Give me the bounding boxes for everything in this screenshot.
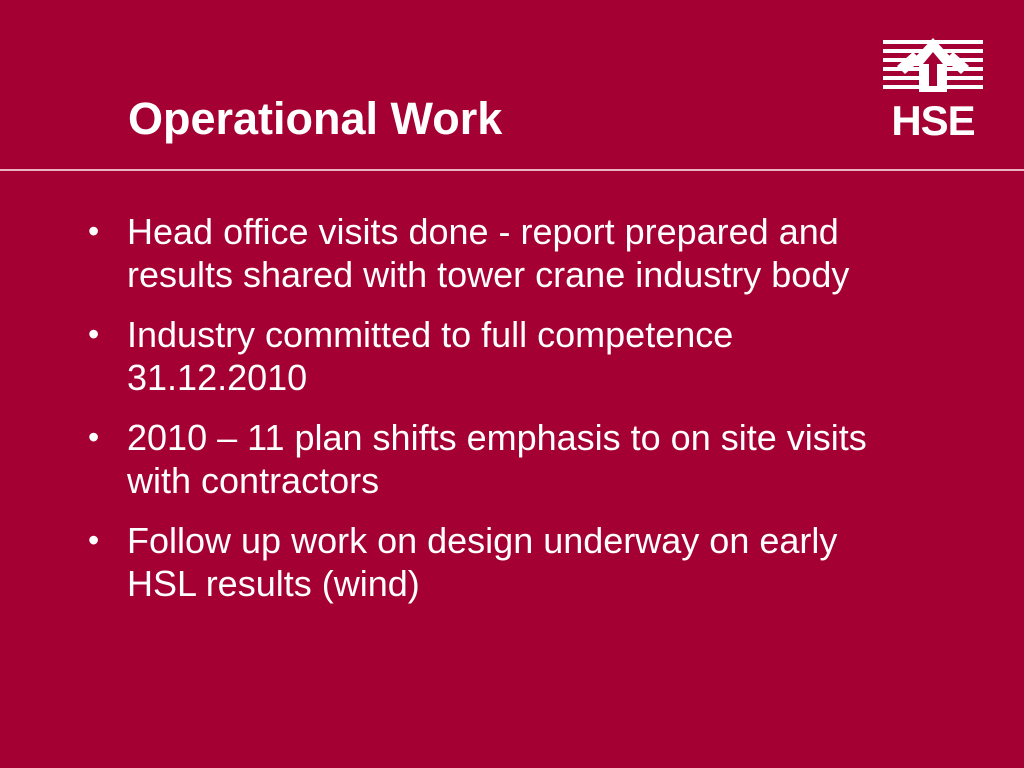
- hse-logo-text: HSE: [891, 97, 975, 138]
- hse-logo: [883, 36, 983, 138]
- title-divider: [0, 169, 1024, 171]
- bullet-icon: •: [88, 213, 100, 249]
- bullet-list: [86, 210, 876, 622]
- bullet-text: 2010 – 11 plan shifts emphasis to on site visits with contractors: [127, 417, 867, 501]
- bullet-item: [86, 313, 876, 399]
- bullet-icon: •: [88, 316, 100, 352]
- bullet-text: Follow up work on design underway on early HSL results (wind): [127, 520, 838, 604]
- bullet-text: Industry committed to full competence 31.12.2010: [127, 314, 734, 398]
- slide-title: Operational Work: [128, 93, 503, 144]
- bullet-item: [86, 210, 876, 296]
- bullet-text: Head office visits done - report prepared and results shared with tower crane industry body: [127, 211, 850, 295]
- bullet-icon: •: [88, 419, 100, 455]
- bullet-icon: •: [88, 522, 100, 558]
- bullet-item: [86, 416, 876, 502]
- bullet-item: [86, 519, 876, 605]
